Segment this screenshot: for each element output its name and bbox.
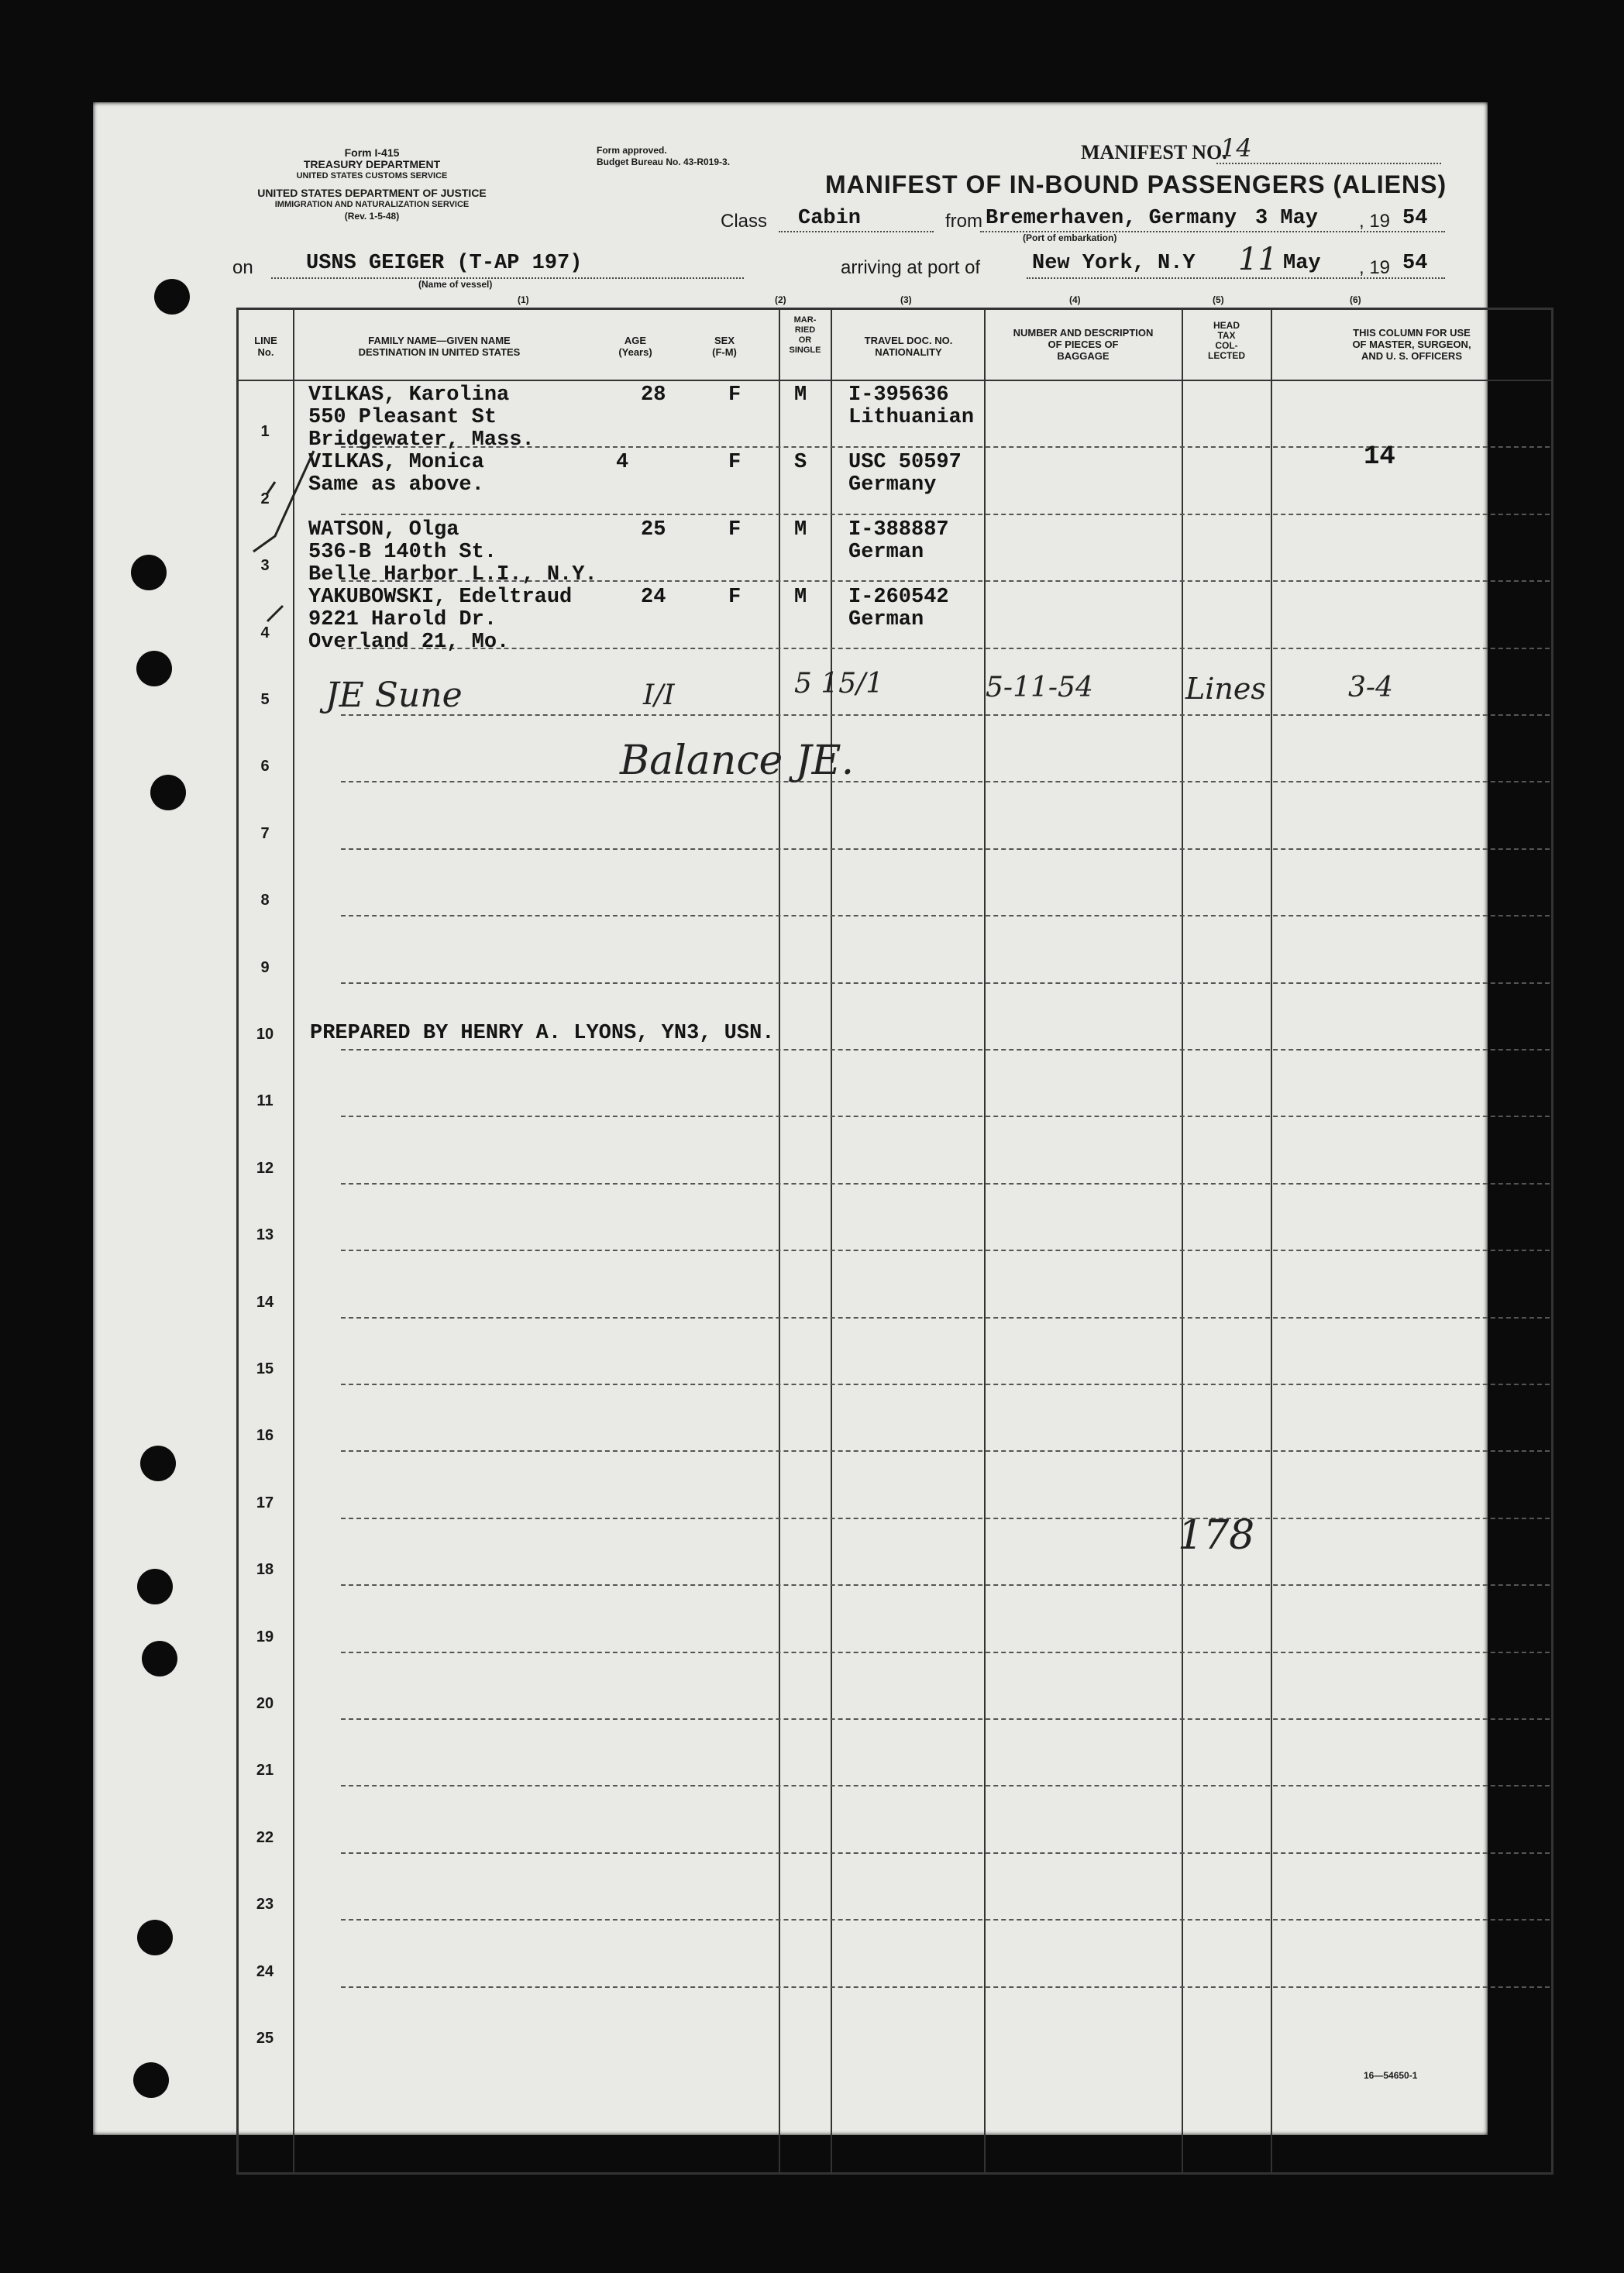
line-number: 5 xyxy=(260,691,270,708)
col-officers: THIS COLUMN FOR USE OF MASTER, SURGEON, AND U. S. OFFICERS xyxy=(1352,327,1471,362)
p3-sex: F xyxy=(728,518,741,542)
manifest-number: 14 xyxy=(1220,133,1252,163)
embark-caption: (Port of embarkation) xyxy=(1023,232,1117,243)
p2-doc: USC 50597 xyxy=(848,451,962,474)
hw-bottom-number: 178 xyxy=(1178,1512,1255,1559)
line-number: 22 xyxy=(256,1828,274,1846)
arrival-year-prefix: , 19 xyxy=(1359,257,1391,278)
line-number: 6 xyxy=(260,758,270,775)
p1-addr2: Bridgewater, Mass. xyxy=(308,428,535,452)
row-separator xyxy=(341,1919,1550,1921)
p2-officer-note: 14 xyxy=(1364,442,1395,472)
hw-balance: Balance JE. xyxy=(620,738,855,784)
row-separator xyxy=(341,1183,1550,1185)
row-separator xyxy=(341,1317,1550,1319)
line-number: 14 xyxy=(256,1293,274,1311)
binder-hole xyxy=(150,775,186,810)
col-num-2: (2) xyxy=(775,294,786,305)
line-number: 23 xyxy=(256,1896,274,1914)
col-age: AGE (Years) xyxy=(618,335,652,358)
line-number: 25 xyxy=(256,2030,274,2047)
binder-hole xyxy=(142,1641,177,1676)
line-number: 11 xyxy=(256,1092,274,1110)
justice-dept: UNITED STATES DEPARTMENT OF JUSTICE xyxy=(257,187,487,199)
line-number: 10 xyxy=(256,1026,274,1043)
line-number: 20 xyxy=(256,1695,274,1712)
col-travel-doc: TRAVEL DOC. NO. NATIONALITY xyxy=(864,335,953,358)
line-number: 4 xyxy=(260,624,270,641)
line-number: 3 xyxy=(260,557,270,575)
p4-name: YAKUBOWSKI, Edeltraud xyxy=(308,586,573,609)
class-value: Cabin xyxy=(798,207,862,230)
row-separator xyxy=(341,1450,1550,1452)
p4-nationality: German xyxy=(848,608,924,631)
form-approved: Form approved. xyxy=(597,145,667,156)
binder-hole xyxy=(133,2062,169,2098)
line-number: 17 xyxy=(256,1494,274,1511)
vessel-caption: (Name of vessel) xyxy=(418,279,493,290)
binder-hole xyxy=(140,1446,176,1481)
line-number: 18 xyxy=(256,1561,274,1579)
class-label: Class xyxy=(721,211,768,232)
row-separator xyxy=(341,1852,1550,1854)
binder-hole xyxy=(137,1920,173,1955)
col-sex: SEX (F-M) xyxy=(712,335,737,358)
p4-addr2: Overland 21, Mo. xyxy=(308,631,510,654)
arrival-port: New York, N.Y xyxy=(1032,252,1196,275)
p4-doc: I-260542 xyxy=(848,586,949,609)
vessel-name: USNS GEIGER (T-AP 197) xyxy=(306,252,583,275)
row-separator xyxy=(341,648,1550,649)
row-separator xyxy=(341,1785,1550,1786)
p2-marital: S xyxy=(794,451,807,474)
embark-year-prefix: , 19 xyxy=(1359,211,1391,232)
p3-name: WATSON, Olga xyxy=(308,518,459,542)
line-number: 21 xyxy=(256,1762,274,1780)
p1-marital: M xyxy=(794,383,807,407)
line-number: 7 xyxy=(260,824,270,842)
embark-port: Bremerhaven, Germany xyxy=(986,207,1237,230)
row-separator xyxy=(341,1518,1550,1519)
p4-age: 24 xyxy=(641,586,666,609)
p4-addr1: 9221 Harold Dr. xyxy=(308,608,497,631)
line-number: 19 xyxy=(256,1628,274,1645)
footer-code: 16—54650-1 xyxy=(1364,2070,1418,2081)
row-separator xyxy=(341,1116,1550,1117)
line-number: 13 xyxy=(256,1226,274,1244)
hw-fraction: 5 15/1 xyxy=(794,668,884,700)
hw-date: 5-11-54 xyxy=(986,672,1093,703)
col-num-1: (1) xyxy=(518,294,529,305)
form-number: Form I-415 xyxy=(344,146,400,159)
p1-nationality: Lithuanian xyxy=(848,406,975,429)
p3-nationality: German xyxy=(848,541,924,564)
revision: (Rev. 1-5-48) xyxy=(344,211,400,222)
binder-hole xyxy=(154,279,190,315)
p3-doc: I-388887 xyxy=(848,518,949,542)
arriving-label: arriving at port of xyxy=(841,257,981,278)
hw-lines: Lines xyxy=(1185,672,1266,706)
arrival-month: May xyxy=(1283,252,1321,275)
row-separator xyxy=(341,1652,1550,1653)
row-separator xyxy=(341,1718,1550,1720)
customs-service: UNITED STATES CUSTOMS SERVICE xyxy=(296,171,448,181)
p1-addr1: 550 Pleasant St xyxy=(308,406,497,429)
col-num-4: (4) xyxy=(1069,294,1081,305)
p3-addr2: Belle Harbor L.I., N.Y. xyxy=(308,563,597,586)
row-separator xyxy=(341,915,1550,916)
arrival-year: 54 xyxy=(1402,252,1428,275)
row-separator xyxy=(341,1584,1550,1586)
embark-date: 3 May xyxy=(1255,207,1319,230)
line-number: 1 xyxy=(260,423,270,441)
p2-sex: F xyxy=(728,451,741,474)
p1-sex: F xyxy=(728,383,741,407)
row-separator xyxy=(341,714,1550,716)
budget-bureau: Budget Bureau No. 43-R019-3. xyxy=(597,156,731,167)
p2-addr1: Same as above. xyxy=(308,473,484,497)
hw-ratio: I/I xyxy=(643,679,675,711)
hw-line-range: 3-4 xyxy=(1348,672,1393,703)
p2-nationality: Germany xyxy=(848,473,937,497)
row-separator xyxy=(341,848,1550,850)
row-separator xyxy=(341,1986,1550,1988)
p1-name: VILKAS, Karolina xyxy=(308,383,510,407)
arrival-day: 11 xyxy=(1238,242,1278,277)
p4-marital: M xyxy=(794,586,807,609)
binder-hole xyxy=(131,555,167,590)
p1-age: 28 xyxy=(641,383,666,407)
p4-sex: F xyxy=(728,586,741,609)
manifest-title: MANIFEST OF IN-BOUND PASSENGERS (ALIENS) xyxy=(825,170,1447,198)
col-baggage: NUMBER AND DESCRIPTION OF PIECES OF BAGGAGE xyxy=(1013,327,1154,362)
prepared-by: PREPARED BY HENRY A. LYONS, YN3, USN. xyxy=(310,1022,775,1045)
line-number: 2 xyxy=(260,490,270,507)
p1-doc: I-395636 xyxy=(848,383,949,407)
row-separator xyxy=(341,1384,1550,1385)
row-separator xyxy=(341,1250,1550,1251)
line-number: 24 xyxy=(256,1962,274,1980)
line-number: 16 xyxy=(256,1427,274,1445)
binder-hole xyxy=(136,651,172,686)
p3-marital: M xyxy=(794,518,807,542)
col-head-tax: HEAD TAX COL- LECTED xyxy=(1208,320,1245,361)
p2-name: VILKAS, Monica xyxy=(308,451,484,474)
line-number: 15 xyxy=(256,1360,274,1377)
row-separator xyxy=(341,1049,1550,1051)
manifest-page xyxy=(93,102,1488,2135)
p2-age: 4 xyxy=(616,451,629,474)
ins-service: IMMIGRATION AND NATURALIZATION SERVICE xyxy=(274,200,470,209)
on-label: on xyxy=(232,257,253,278)
col-line-no: LINE No. xyxy=(254,335,277,358)
row-separator xyxy=(341,781,1550,782)
col-num-3: (3) xyxy=(900,294,912,305)
row-separator xyxy=(341,514,1550,515)
col-num-6: (6) xyxy=(1350,294,1361,305)
col-married: MAR- RIED OR SINGLE xyxy=(789,315,821,355)
hw-initials: JE Sune xyxy=(325,676,463,715)
line-number: 12 xyxy=(256,1159,274,1177)
treasury-dept: TREASURY DEPARTMENT xyxy=(303,158,441,170)
line-number: 9 xyxy=(260,958,270,976)
row-separator xyxy=(341,982,1550,984)
col-name: FAMILY NAME—GIVEN NAME DESTINATION IN UNITED STATES xyxy=(358,335,521,358)
line-number: 8 xyxy=(260,892,270,910)
binder-hole xyxy=(137,1569,173,1604)
col-num-5: (5) xyxy=(1213,294,1224,305)
p3-addr1: 536-B 140th St. xyxy=(308,541,497,564)
p3-age: 25 xyxy=(641,518,666,542)
embark-year: 54 xyxy=(1402,207,1428,230)
manifest-label: MANIFEST NO. xyxy=(1081,141,1227,163)
from-label: from xyxy=(945,211,982,232)
